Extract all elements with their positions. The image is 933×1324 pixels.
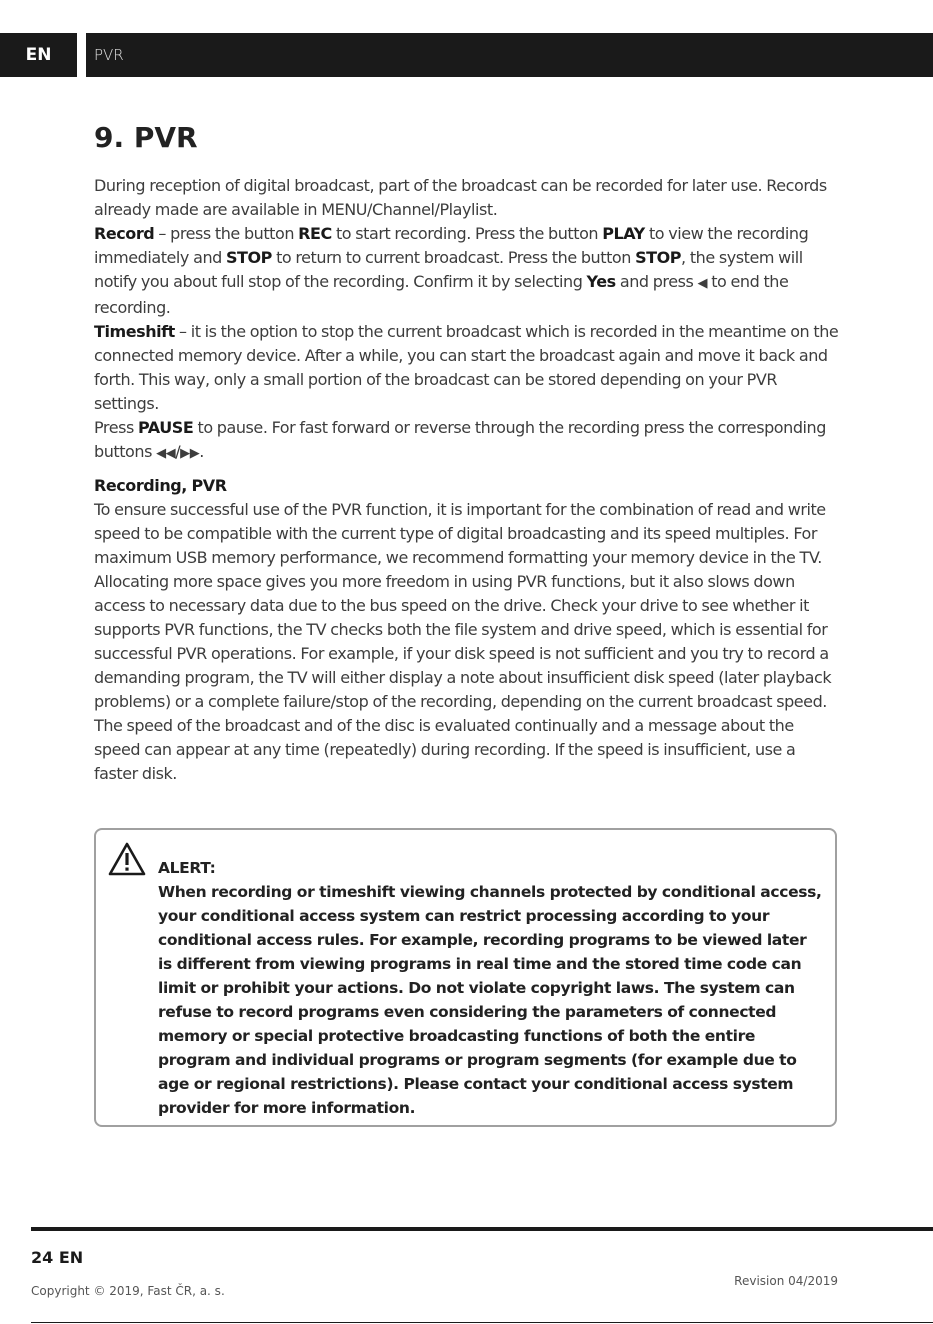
section-label: PVR xyxy=(94,46,124,64)
alert-title: ALERT: xyxy=(158,859,216,877)
stop-key-2: STOP xyxy=(635,248,682,267)
intro-text-block xyxy=(94,174,840,466)
language-label: EN xyxy=(25,45,52,65)
bottom-rule xyxy=(31,1322,933,1323)
recording-heading: Recording, PVR xyxy=(94,476,227,495)
play-key: PLAY xyxy=(602,224,645,243)
alert-box xyxy=(94,828,837,1127)
header-section-bar xyxy=(86,33,933,77)
record-paragraph: Record – press the button REC to start recording. Press the button PLAY to view the recording immediately and STOP to return to current broadcast. Press the button STOP, the system will notify you about full stop of the recording. Confirm it by selecting Yes and press ◀ to end the recording. xyxy=(94,224,809,317)
intro-paragraph: During reception of digital broadcast, part of the broadcast can be recorded for later use. Records already made are available in MENU/Channel/Playlist. xyxy=(94,176,827,219)
revision-text: Revision 04/2019 xyxy=(734,1274,838,1288)
alert-content xyxy=(158,856,822,1120)
header-language-tab xyxy=(0,33,77,77)
pause-paragraph: Press PAUSE to pause. For fast forward or reverse through the recording press the corresponding buttons ◀◀/▶▶. xyxy=(94,418,826,461)
timeshift-paragraph: Timeshift – it is the option to stop the current broadcast which is recorded in the meantime on the connected memory device. After a while, you can start the broadcast again and move it back and forth. This way, only a small portion of the broadcast can be stored depending on your PVR settings. xyxy=(94,322,839,413)
stop-key: STOP xyxy=(225,248,272,267)
page-number: 24 EN xyxy=(31,1248,84,1267)
fast-forward-icon: ▶▶ xyxy=(180,446,200,461)
yes-key: Yes xyxy=(586,272,616,291)
page-title: 9. PVR xyxy=(94,121,198,154)
pause-key: PAUSE xyxy=(138,418,194,437)
copyright-text: Copyright © 2019, Fast ČR, a. s. xyxy=(31,1284,225,1298)
warning-icon xyxy=(108,842,146,876)
recording-paragraph: To ensure successful use of the PVR function, it is important for the combination of read and write speed to be compatible with the current type of digital broadcasting and its speed multiples. For maximum USB memory performance, we recommend formatting your memory device in the TV. Allocating more space gives you more freedom in using PVR functions, but it also slows down access to necessary data due to the bus speed on the drive. Check your drive to see whether it supports PVR functions, the TV checks both the file system and drive speed, which is essential for successful PVR operations. For example, if your disk speed is not sufficient and you try to record a demanding program, the TV will either display a note about insufficient disk speed (later playback problems) or a complete failure/stop of the recording, depending on the current broadcast speed. The speed of the broadcast and of the disc is evaluated continually and a message about the speed can appear at any time (repeatedly) during recording. If the speed is insufficient, use a faster disk. xyxy=(94,500,832,783)
recording-section xyxy=(94,474,840,786)
rec-key: REC xyxy=(298,224,332,243)
timeshift-term: Timeshift xyxy=(94,322,175,341)
footer-rule xyxy=(31,1227,933,1231)
rewind-icon: ◀◀ xyxy=(156,446,176,461)
alert-text: When recording or timeshift viewing channels protected by conditional access, your conditional access system can restrict processing according to your conditional access rules. For example, recording programs to be viewed later is different from viewing programs in real time and the stored time code can limit or prohibit your actions. Do not violate copyright laws. The system can refuse to record programs even considering the parameters of connected memory or special protective broadcasting functions of both the entire program and individual programs or program segments (for example due to age or regional restrictions). Please contact your conditional access system provider for more information. xyxy=(158,883,822,1117)
left-triangle-icon: ◀ xyxy=(697,276,708,291)
record-term: Record xyxy=(94,224,155,243)
